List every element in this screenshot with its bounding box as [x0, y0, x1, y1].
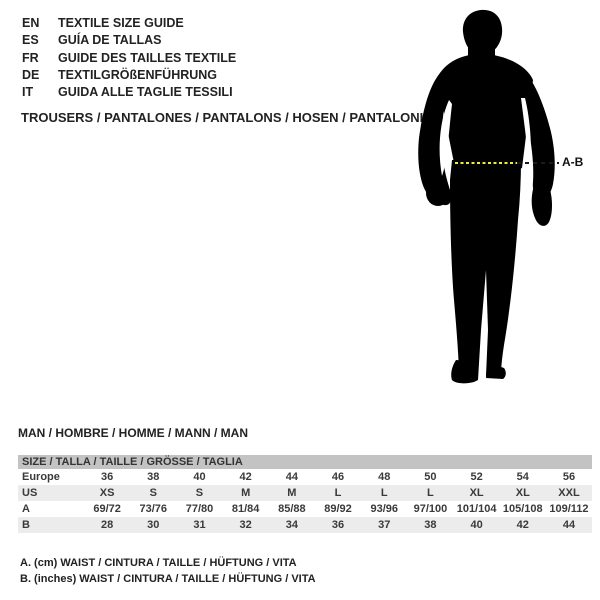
lang-label: TEXTILE SIZE GUIDE [58, 16, 184, 30]
size-value: 85/88 [278, 503, 306, 515]
size-value: 50 [424, 471, 437, 483]
row-label: B [22, 519, 30, 531]
size-value: 52 [470, 471, 483, 483]
size-value: 28 [100, 519, 114, 531]
language-title-block [22, 15, 236, 101]
size-value: 56 [562, 471, 576, 483]
size-value: 89/92 [324, 503, 352, 515]
table-row-b-inches [18, 517, 592, 533]
lang-code: FR [22, 50, 39, 65]
row-label: US [22, 487, 38, 499]
size-table [18, 455, 592, 533]
lang-label: GUÍA DE TALLAS [58, 33, 162, 48]
size-value: 44 [562, 519, 576, 531]
size-value: 34 [285, 519, 298, 531]
size-value: L [380, 487, 388, 499]
size-value: 105/108 [502, 503, 543, 515]
gender-title: MAN / HOMBRE / HOMME / MANN / MAN [18, 426, 248, 440]
size-value: S [149, 487, 157, 499]
size-value: 40 [470, 519, 483, 531]
size-value: 38 [147, 471, 160, 483]
size-value: 40 [193, 471, 206, 483]
size-value: 46 [331, 471, 345, 483]
category-title: TROUSERS / PANTALONES / PANTALONS / HOSEN / PANTALONI [21, 110, 424, 125]
size-value: 42 [516, 519, 529, 531]
size-value: XL [469, 487, 484, 499]
size-value: 37 [378, 519, 391, 531]
measure-label-ab: A-B [562, 155, 584, 169]
lang-label: GUIDA ALLE TAGLIE TESSILI [58, 85, 233, 100]
size-value: M [241, 487, 251, 499]
size-table-header: SIZE / TALLA / TAILLE / GRÖSSE / TAGLIA [18, 455, 592, 469]
waist-dash-line-black [517, 162, 559, 164]
lang-label: GUIDE DES TAILLES TEXTILE [58, 50, 237, 65]
size-value: 42 [239, 471, 252, 483]
size-value: 73/76 [139, 503, 168, 515]
size-value: 38 [424, 519, 437, 531]
size-value: 36 [331, 519, 345, 531]
size-value: XXL [558, 487, 580, 499]
size-value: 69/72 [93, 503, 121, 515]
size-value: L [334, 487, 342, 499]
lang-row-es [22, 32, 236, 49]
table-row-a-cm [18, 501, 592, 517]
size-value: 97/100 [413, 503, 448, 515]
size-value: L [427, 487, 434, 499]
table-row-europe [18, 469, 592, 485]
size-value: 101/104 [456, 503, 497, 515]
size-value: XS [99, 487, 115, 499]
note-a: A. (cm) WAIST / CINTURA / TAILLE / HÜFTUNG / VITA [20, 557, 297, 569]
size-value: XL [515, 487, 530, 499]
man-silhouette-image [412, 5, 578, 390]
measurement-notes [20, 556, 316, 587]
waist-dash-line-yellow [455, 162, 517, 164]
size-value: 54 [516, 471, 529, 483]
lang-row-de [22, 67, 236, 84]
size-value: 48 [378, 471, 391, 483]
size-value: M [287, 487, 297, 499]
size-value: 93/96 [370, 503, 398, 515]
lang-code: IT [22, 85, 34, 100]
size-value: 30 [147, 519, 160, 531]
table-row-us [18, 485, 592, 501]
size-value: S [195, 487, 204, 499]
size-value: 36 [100, 471, 114, 483]
size-value: 44 [285, 471, 298, 483]
size-value: 81/84 [231, 503, 260, 515]
lang-code: DE [22, 67, 40, 82]
row-label: A [22, 503, 30, 515]
size-value: 32 [239, 519, 252, 531]
row-label: Europe [22, 471, 60, 483]
lang-label: TEXTILGRÖßENFÜHRUNG [58, 67, 218, 82]
lang-row-en [22, 15, 236, 32]
size-value: 109/112 [549, 503, 589, 515]
lang-row-it [22, 84, 236, 101]
size-value: 77/80 [185, 503, 214, 515]
lang-row-fr [22, 50, 236, 67]
lang-code: ES [22, 33, 39, 48]
size-value: 31 [193, 519, 206, 531]
lang-code: EN [22, 16, 40, 30]
note-b: B. (inches) WAIST / CINTURA / TAILLE / HÜFTUNG / VITA [20, 572, 316, 585]
